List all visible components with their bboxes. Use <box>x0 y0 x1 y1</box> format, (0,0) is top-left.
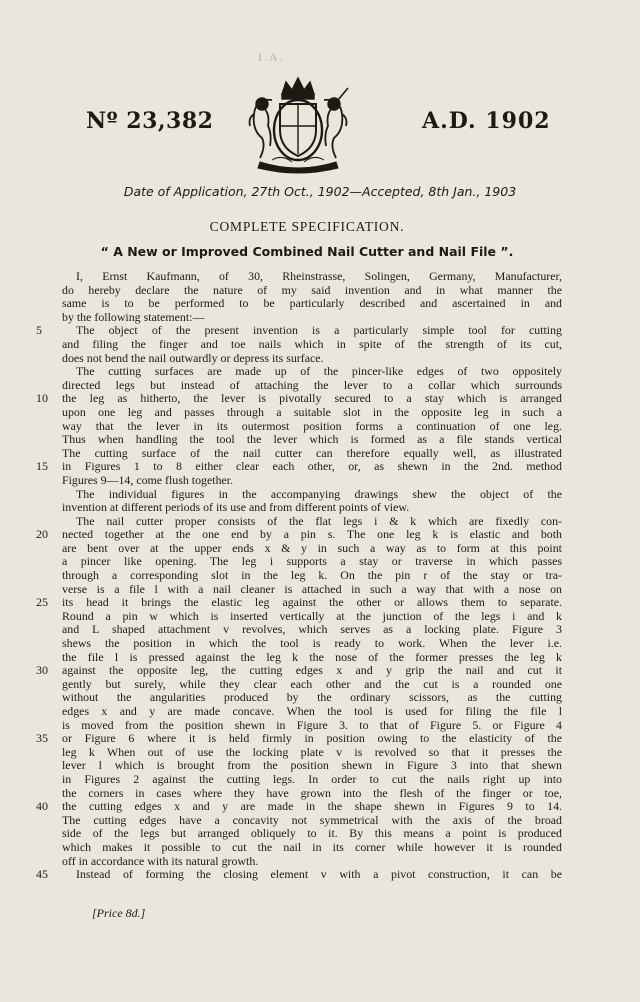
text-line: shews the position in which the tool is ready to work. When the lever i.e. <box>62 637 562 651</box>
text-line: by the following statement:— <box>62 310 205 324</box>
text-line: and L shaped attachment v revolves, which serves as a locking plate. Figure 3 <box>62 623 562 637</box>
text-line: off in accordance with its natural growth. <box>62 854 259 868</box>
text-line: The individual figures in the accompanying drawings shew the object of the <box>76 487 562 501</box>
text-line: The nail cutter proper consists of the flat legs i & k which are fixedly con- <box>76 514 562 528</box>
text-line: through a corresponding slot in the leg k. On the pin r of the stay or tra- <box>62 569 562 583</box>
text-line: Figures 9—14, come flush together. <box>62 473 234 487</box>
text-line: The cutting surfaces are made up of the pincer-like edges of two oppositely <box>76 365 562 379</box>
text-line: The cutting edges have a concavity not symmetrical with the axis of the broad <box>62 813 562 827</box>
text-line: upon one leg and passes through a suitable slot in the opposite leg in such a <box>62 405 562 419</box>
line-number: 35 <box>36 731 48 746</box>
text-line: which makes it possible to cut the nail in its corner while however it is rounded <box>62 840 562 854</box>
specification-body <box>62 270 562 882</box>
text-line: are bent over at the upper ends x & y in such a way as to form at this point <box>62 541 562 555</box>
text-line: same is to be performed to be particularly described and ascertained in and <box>62 297 562 311</box>
line-number: 45 <box>36 867 48 882</box>
faint-stamp: I.A. <box>258 50 285 64</box>
text-line: directed legs but instead of attaching the lever to a collar which surrounds <box>62 378 562 392</box>
text-line: Round a pin w which is inserted vertically at the junction of the legs i and k <box>62 609 562 623</box>
text-line: Instead of forming the closing element v with a pivot construction, it can be <box>76 868 562 882</box>
line-number: 30 <box>36 663 48 678</box>
text-line: The object of the present invention is a particularly simple tool for cutting <box>76 324 562 338</box>
text-line: nected together at the one end by a pin s. The one leg k is elastic and both <box>62 528 562 542</box>
text-line: Thus when handling the tool the lever which is formed as a file stands vertical <box>62 433 562 447</box>
text-line: I, Ernst Kaufmann, of 30, Rheinstrasse, Solingen, Germany, Manufacturer, <box>76 270 562 283</box>
application-date: Date of Application, 27th Oct., 1902—Accepted, 8th Jan., 1903 <box>123 184 517 199</box>
text-line: the file l is pressed against the leg k the nose of the former presses the leg k <box>62 650 562 664</box>
text-line: without the angularities produced by the ordinary scissors, as the cutting <box>62 691 562 705</box>
text-line: The cutting surface of the nail cutter can therefore equally well, as illustrated <box>62 446 562 460</box>
line-number: 40 <box>36 799 48 814</box>
price-note: [Price 8d.] <box>92 906 146 920</box>
text-line: the leg as hitherto, the lever is pivotally secured to a stay which is arranged <box>62 392 562 406</box>
text-line: and filing the finger and toe nails which in spite of the strength of its cut, <box>62 337 562 351</box>
line-number: 15 <box>36 459 48 474</box>
line-number: 10 <box>36 391 48 406</box>
text-line: side of the legs but arranged obliquely to it. By this means a point is produced <box>62 827 562 841</box>
text-line: invention at different periods of its use and from different points of view. <box>62 501 410 515</box>
text-line: leg k When out of use the locking plate v is revolved so that it presses the <box>62 745 562 759</box>
text-line: a pincer like opening. The leg i supports a stay or traverse in which passes <box>62 555 562 569</box>
line-number: 20 <box>36 527 48 542</box>
text-line: is moved from the position shewn in Figure 3. to that of Figure 5. or Figure 4 <box>62 718 562 732</box>
text-line: in Figures 2 against the cutting legs. In order to cut the nails right up into <box>62 772 562 786</box>
text-line: the corners in cases where they have grown into the flesh of the finger or toe, <box>62 786 562 800</box>
text-line: against the opposite leg, the cutting edges x and y grip the nail and cut it <box>62 664 562 678</box>
text-line: way that the lever in its outermost position forms a continuation of one leg. <box>62 419 562 433</box>
text-line: edges x and y are made concave. When the tool is used for filing the file l <box>62 705 562 718</box>
text-line: verse is a file l with a nail cleaner is attached in such a way that with a nose on <box>62 582 562 596</box>
text-line: lever l which is brought from the position shewn in Figure 3 into that shewn <box>62 759 562 773</box>
specification-heading: COMPLETE SPECIFICATION. <box>209 219 405 234</box>
text-line: or Figure 6 where it is held firmly in position owing to the elasticity of the <box>62 732 562 746</box>
text-line: in Figures 1 to 8 either clear each other, or, as shewn in the 2nd. method <box>62 460 562 474</box>
text-line: do hereby declare the nature of my said invention and in what manner the <box>62 283 562 297</box>
text-line: does not bend the nail outwardly or depress its surface. <box>62 351 324 365</box>
invention-title: “ A New or Improved Combined Nail Cutter and Nail File ”. <box>100 244 514 259</box>
line-number: 5 <box>36 323 42 338</box>
text-line: gently but surely, while they clear each other and the cut is a rounded one <box>62 677 562 691</box>
text-line: its head it brings the elastic leg against the other or allows them to separate. <box>62 596 562 610</box>
royal-coat-of-arms-icon <box>242 74 354 174</box>
patent-year: A.D. 1902 <box>422 108 551 134</box>
text-line: the cutting edges x and y are made in the shape shewn in Figures 9 to 14. <box>62 800 562 814</box>
line-number: 25 <box>36 595 48 610</box>
patent-number: Nº 23,382 <box>86 108 214 134</box>
